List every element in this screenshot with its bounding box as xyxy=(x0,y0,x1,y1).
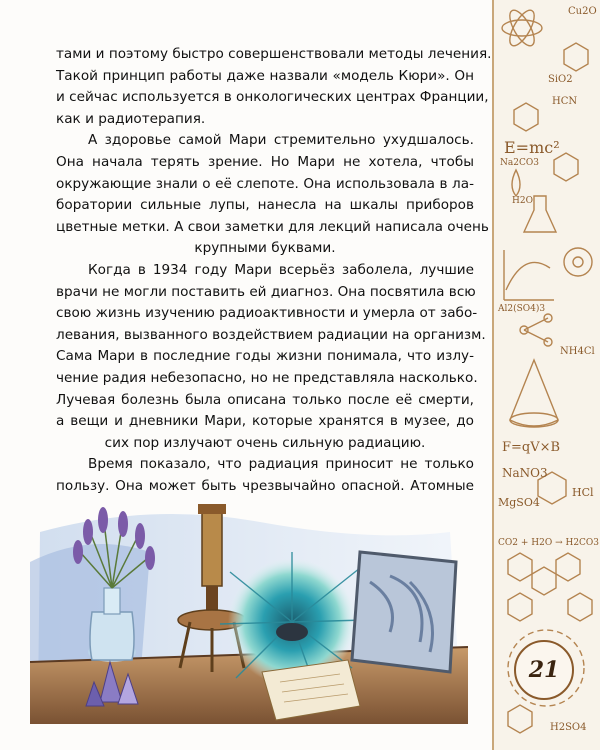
page-number: 21 xyxy=(528,657,560,683)
formula-label: F=qV×B xyxy=(502,440,561,455)
formula-label: E=mc² xyxy=(504,138,560,157)
text-line: как и радиотерапия. xyxy=(56,110,206,127)
formula-label: H2O xyxy=(512,196,533,206)
body-text xyxy=(56,44,492,497)
text-line: пользу. Она может быть чрезвычайно опасной. Атомные xyxy=(56,477,474,494)
formula-label: CO2 + H2O → H2CO3 xyxy=(498,538,600,548)
text-line: Сама Мари в последние годы жизни понимала, что излу- xyxy=(56,348,474,365)
text-line: Лучевая болезнь была описана только после её смерти, xyxy=(56,391,474,408)
formula-label: HCN xyxy=(552,96,578,107)
text-line: тами и поэтому быстро совершенствовали методы лечения. xyxy=(56,46,492,62)
text-line: цветные метки. А свои заметки для лекций написала очень xyxy=(56,218,489,235)
science-sidebar xyxy=(492,0,600,750)
text-line: Когда в 1934 году Мари всерьёз заболела, лучшие xyxy=(88,261,474,278)
text-line: А здоровье самой Мари стремительно ухудшалось. xyxy=(88,132,474,149)
formula-label: NH4Cl xyxy=(560,346,595,357)
formula-label: Cu2O xyxy=(568,6,597,17)
sidebar-decoration xyxy=(494,0,600,750)
picture-frame xyxy=(352,552,456,672)
text-line: окружающие знали о её слепоте. Она использовала в ла- xyxy=(56,175,474,192)
page-number-badge xyxy=(514,640,574,700)
formula-label: H2SO4 xyxy=(550,722,587,733)
text-line: левания, вызванного воздействием радиации на организм. xyxy=(56,326,486,343)
text-line: свою жизнь изучению радиоактивности и умерла от забо- xyxy=(56,305,478,322)
formula-label: NaNO3 xyxy=(502,466,548,480)
formula-label: SiO2 xyxy=(548,74,573,85)
text-line: Такой принцип работы даже назвали «модель Кюри». Он xyxy=(56,67,474,84)
formula-label: HCl xyxy=(572,486,594,499)
text-line: сих пор излучают очень сильную радиацию. xyxy=(104,434,426,451)
text-line: и сейчас используется в онкологических центрах Франции, xyxy=(56,89,489,106)
laboratory-illustration xyxy=(30,492,468,724)
formula-label: Al2(SO4)3 xyxy=(498,304,546,314)
text-line: а вещи и дневники Мари, которые хранятся в музее, до xyxy=(56,413,474,430)
text-line: крупными буквами. xyxy=(194,240,336,257)
text-line: боратории сильные лупы, нанесла на шкалы приборов xyxy=(56,197,474,214)
text-line: Она начала терять зрение. Но Мари не хотела, чтобы xyxy=(56,153,474,170)
formula-label: Na2CO3 xyxy=(500,158,539,168)
formula-label: MgSO4 xyxy=(498,496,540,509)
text-line: Время показало, что радиация приносит не только xyxy=(88,456,474,473)
text-line: врачи не могли поставить ей диагноз. Она посвятила всю xyxy=(56,283,476,300)
text-line: чение радия небезопасно, но не представляла насколько. xyxy=(56,369,478,386)
